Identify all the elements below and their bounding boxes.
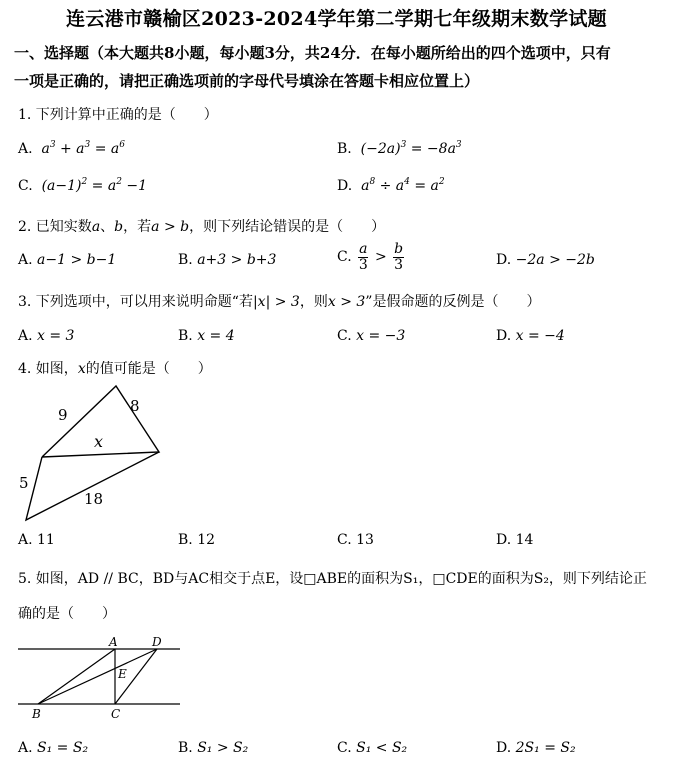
q1-option-b bbox=[337, 141, 462, 157]
q5-label-d: D bbox=[152, 636, 162, 649]
q1-option-b-label: B. bbox=[337, 141, 352, 157]
q5-option-b-label: B. bbox=[178, 740, 193, 756]
q2-stem bbox=[18, 216, 385, 236]
q3-stem-pre: 3. 下列选项中，可以用来说明命题“若 bbox=[18, 294, 253, 310]
q3-option-b-expr: x = 4 bbox=[197, 328, 235, 344]
q1-option-d-expr: $a^8 \div a^4 = a^2$ bbox=[356, 177, 445, 194]
q3-option-a bbox=[18, 328, 74, 344]
q4-label-8: 8 bbox=[130, 397, 140, 415]
q2-option-b-expr: a+3 > b+3 bbox=[197, 252, 277, 268]
q5-label-b: B bbox=[32, 707, 41, 721]
q1-option-c bbox=[18, 178, 147, 194]
q1-option-a bbox=[18, 141, 125, 157]
q2-stem-mid: 、 bbox=[100, 219, 115, 235]
q5-option-a bbox=[18, 740, 88, 756]
q1-option-a-expr: $a^3 + a^3 = a^6$ bbox=[37, 140, 125, 157]
q1-option-c-label: C. bbox=[18, 178, 33, 194]
q4-option-a-text: 11 bbox=[37, 532, 55, 548]
q2-stem-pre: 2. 已知实数 bbox=[18, 219, 92, 235]
q2-option-a-label: A. bbox=[18, 252, 33, 268]
q3-conclusion: x > 3 bbox=[327, 294, 366, 310]
q3-stem bbox=[18, 291, 540, 311]
q5-label-a: A bbox=[109, 636, 118, 649]
q4-stem-pre: 4. 如图， bbox=[18, 361, 78, 377]
q2-condition: a > b bbox=[151, 219, 190, 235]
q5-label-c: C bbox=[111, 707, 121, 721]
q4-label-x: x bbox=[94, 432, 104, 451]
q4-option-b bbox=[178, 532, 215, 548]
q5-segment-ba bbox=[38, 649, 115, 704]
q5-segment-bd bbox=[38, 649, 157, 704]
q2-option-d bbox=[496, 252, 595, 268]
q1-option-b-expr: $(-2a)^3 = -8a^3$ bbox=[356, 140, 462, 157]
q4-label-9: 9 bbox=[58, 406, 68, 424]
q2-stem-mid2: ，若 bbox=[123, 219, 152, 235]
q4-option-b-text: 12 bbox=[197, 532, 216, 548]
q5-option-d-label: D. bbox=[496, 740, 512, 756]
q3-option-d-label: D. bbox=[496, 328, 512, 344]
q1-option-d-label: D. bbox=[337, 178, 353, 194]
q4-option-c-label: C. bbox=[337, 532, 352, 548]
q2-var-a: a bbox=[91, 219, 101, 235]
q3-option-c-label: C. bbox=[337, 328, 352, 344]
q5-option-c bbox=[337, 740, 407, 756]
q5-figure bbox=[14, 636, 189, 726]
q2-option-c bbox=[337, 242, 406, 272]
q3-stem-mid: ，则 bbox=[299, 294, 328, 310]
q4-figure bbox=[12, 380, 172, 525]
q4-var: x bbox=[77, 361, 86, 377]
q4-label-18: 18 bbox=[84, 490, 104, 508]
q5-stem-line1: 5. 如图，AD // BC，BD与AC相交于点E，设□ABE的面积为S₁，□CDE的面积为S₂，则下列结论正 bbox=[18, 571, 647, 587]
q4-stem bbox=[18, 358, 212, 378]
q5-option-a-label: A. bbox=[18, 740, 33, 756]
q1-option-a-label: A. bbox=[18, 141, 33, 157]
q3-option-d-expr: x = −4 bbox=[515, 328, 565, 344]
q5-option-c-label: C. bbox=[337, 740, 352, 756]
q3-option-c-expr: x = −3 bbox=[356, 328, 406, 344]
q3-option-a-label: A. bbox=[18, 328, 33, 344]
q1-option-d bbox=[337, 178, 445, 194]
q5-option-c-expr: S₁ < S₂ bbox=[356, 740, 408, 756]
q4-option-d bbox=[496, 532, 533, 548]
q5-option-a-expr: S₁ = S₂ bbox=[37, 740, 89, 756]
q2-var-b: b bbox=[114, 219, 124, 235]
q1-option-c-expr: $(a-1)^2 = a^2 -1$ bbox=[37, 177, 148, 194]
q3-abs-expr: |x| > 3 bbox=[252, 294, 300, 310]
q3-option-c bbox=[337, 328, 405, 344]
q4-option-b-label: B. bbox=[178, 532, 193, 548]
q5-option-b-expr: S₁ > S₂ bbox=[197, 740, 249, 756]
section-header-line2: 一项是正确的，请把正确选项前的字母代号填涂在答题卡相应位置上） bbox=[14, 72, 480, 90]
q2-option-d-label: D. bbox=[496, 252, 512, 268]
q2-stem-post: ，则下列结论错误的是（ ） bbox=[189, 219, 386, 235]
q2-option-b-label: B. bbox=[178, 252, 193, 268]
q5-stem-line2: 确的是（ ） bbox=[18, 606, 116, 622]
q2-option-b bbox=[178, 252, 276, 268]
q3-stem-post: ”是假命题的反例是（ ） bbox=[365, 294, 541, 310]
q4-option-c-text: 13 bbox=[356, 532, 374, 548]
q5-option-d bbox=[496, 740, 576, 756]
q2-option-c-label: C. bbox=[337, 249, 352, 266]
q2-option-c-frac1: $\frac{a}{3}$ bbox=[358, 241, 368, 273]
q3-option-d bbox=[496, 328, 565, 344]
q1-stem: 1. 下列计算中正确的是（ ） bbox=[18, 107, 218, 123]
q2-option-a-expr: a−1 > b−1 bbox=[37, 252, 117, 268]
q4-stem-post: 的值可能是（ ） bbox=[85, 361, 212, 377]
q2-option-a bbox=[18, 252, 116, 268]
q2-option-d-expr: −2a > −2b bbox=[515, 252, 595, 268]
q4-label-5: 5 bbox=[19, 474, 29, 492]
q4-option-a-label: A. bbox=[18, 532, 33, 548]
section-header-line1: 一、选择题（本大题共8小题，每小题3分，共24分．在每小题所给出的四个选项中，只有 bbox=[14, 44, 611, 62]
q3-option-a-expr: x = 3 bbox=[37, 328, 75, 344]
q2-option-c-frac2: $\frac{b}{3}$ bbox=[394, 241, 404, 273]
q5-option-d-expr: 2S₁ = S₂ bbox=[515, 740, 576, 756]
q5-label-e: E bbox=[118, 667, 127, 681]
q2-option-c-op: > bbox=[374, 249, 387, 266]
exam-title: 连云港市赣榆区2023-2024学年第二学期七年级期末数学试题 bbox=[66, 8, 607, 30]
q4-option-d-text: 14 bbox=[515, 532, 534, 548]
q4-option-c bbox=[337, 532, 374, 548]
q5-option-b bbox=[178, 740, 248, 756]
q4-option-a bbox=[18, 532, 55, 548]
q4-option-d-label: D. bbox=[496, 532, 512, 548]
q3-option-b-label: B. bbox=[178, 328, 193, 344]
q4-lower-triangle bbox=[26, 452, 159, 520]
q3-option-b bbox=[178, 328, 235, 344]
